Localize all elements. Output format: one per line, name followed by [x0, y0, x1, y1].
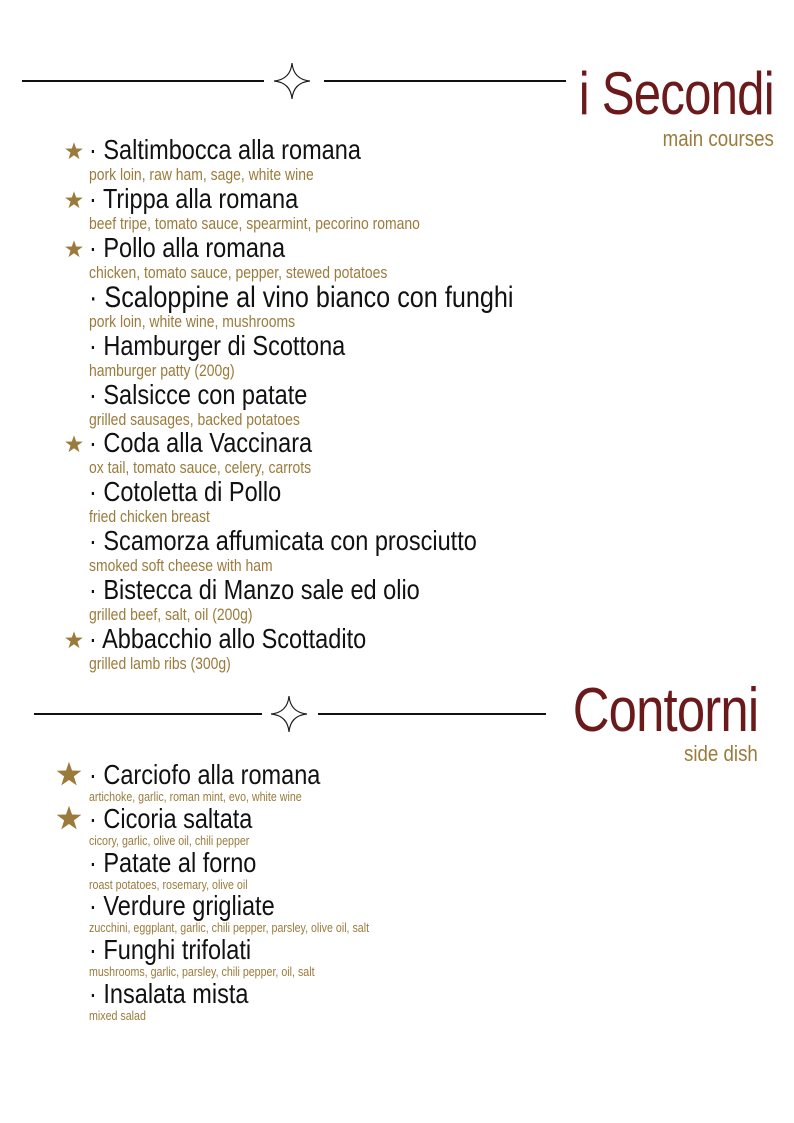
item-description: smoked soft cheese with ham: [89, 556, 273, 576]
star-icon: [55, 760, 83, 788]
item-description: hamburger patty (200g): [89, 360, 235, 380]
item-description: grilled lamb ribs (300g): [89, 654, 231, 673]
item-name: · Carciofo alla romana: [89, 759, 321, 790]
item-name: · Cotoletta di Pollo: [89, 476, 282, 508]
item-description: grilled sausages, backed potatoes: [89, 409, 300, 429]
star-icon: [55, 804, 83, 832]
menu-item: [0, 136, 700, 186]
divider-line-left: [22, 80, 264, 82]
item-name: · Verdure grigliate: [89, 890, 275, 922]
menu-item: [0, 576, 700, 626]
menu-item: [0, 231, 700, 284]
menu-item: [0, 378, 700, 431]
star-icon: [64, 434, 84, 454]
sparkle-icon: [274, 63, 310, 104]
item-name: · Cicoria saltata: [89, 802, 253, 834]
item-description: cicory, garlic, olive oil, chili pepper: [89, 832, 250, 848]
menu-item: [0, 429, 700, 479]
item-description: roast potatoes, rosemary, olive oil: [89, 876, 248, 892]
item-name: · Saltimbocca alla romana: [89, 134, 361, 165]
menu-item: [0, 280, 700, 333]
item-description: zucchini, eggplant, garlic, chili pepper, parsley, olive oil, salt: [89, 920, 370, 936]
sparkle-icon: [271, 696, 307, 737]
star-icon: [64, 630, 84, 650]
menu-item: [0, 625, 700, 675]
item-description: beef tripe, tomato sauce, spearmint, pecorino romano: [89, 213, 420, 233]
item-name: · Scaloppine al vino bianco con funghi: [89, 280, 514, 314]
menu-item: [0, 478, 700, 528]
menu-item: [0, 846, 700, 898]
menu-item: [0, 182, 700, 235]
item-name: · Scamorza affumicata con prosciutto: [89, 525, 477, 557]
menu-item: [0, 802, 700, 854]
item-description: pork loin, white wine, mushrooms: [89, 311, 296, 331]
item-name: · Funghi trifolati: [89, 934, 252, 966]
star-icon: [64, 141, 84, 161]
divider-line-right: [324, 80, 566, 82]
section-title: i Secondi: [578, 60, 774, 127]
item-name: · Insalata mista: [89, 978, 249, 1009]
item-name: · Abbacchio allo Scottadito: [89, 623, 367, 654]
menu-item: [0, 892, 700, 941]
menu-item: [0, 936, 700, 985]
item-description: fried chicken breast: [89, 507, 210, 527]
divider-line-right: [318, 713, 546, 715]
item-description: ox tail, tomato sauce, celery, carrots: [89, 458, 312, 478]
item-name: · Salsicce con patate: [89, 378, 308, 410]
menu-item: [0, 980, 700, 1029]
item-name: · Hamburger di Scottona: [89, 329, 346, 361]
item-name: · Trippa alla romana: [89, 182, 299, 214]
item-description: mushrooms, garlic, parsley, chili pepper, oil, salt: [89, 964, 315, 980]
section-subtitle: main courses: [662, 126, 774, 151]
section-title: Contorni: [572, 676, 758, 745]
item-name: · Pollo alla romana: [89, 231, 286, 263]
item-description: chicken, tomato sauce, pepper, stewed potatoes: [89, 262, 388, 282]
item-name: · Patate al forno: [89, 846, 257, 878]
item-description: mixed salad: [89, 1008, 146, 1023]
item-description: artichoke, garlic, roman mint, evo, white wine: [89, 789, 302, 804]
menu-item: [0, 329, 700, 382]
section-subtitle: side dish: [684, 741, 758, 766]
item-name: · Coda alla Vaccinara: [89, 427, 313, 459]
item-description: grilled beef, salt, oil (200g): [89, 605, 253, 625]
menu-item: [0, 761, 700, 810]
menu-item: [0, 527, 700, 577]
item-description: pork loin, raw ham, sage, white wine: [89, 165, 314, 184]
divider-line-left: [34, 713, 262, 715]
star-icon: [64, 239, 84, 259]
item-name: · Bistecca di Manzo sale ed olio: [89, 574, 420, 606]
star-icon: [64, 190, 84, 210]
